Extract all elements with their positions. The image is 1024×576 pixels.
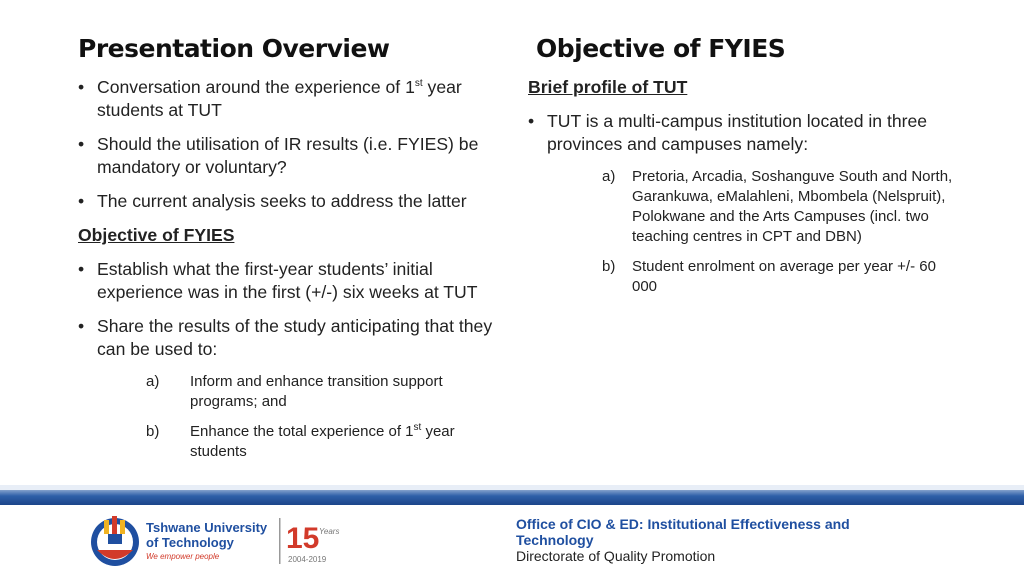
section-heading-objective: Objective of FYIES bbox=[78, 225, 235, 245]
bullet-item: • Conversation around the experience of 1st year students at TUT bbox=[76, 76, 506, 122]
bullet-item: • TUT is a multi-campus institution located in three provinces and campuses namely: bbox=[526, 110, 956, 156]
footer-office: Office of CIO & ED: Institutional Effectiveness and Technology bbox=[516, 516, 850, 548]
slide-title-right: Objective of FYIES bbox=[536, 34, 786, 63]
anniversary-word: Years bbox=[319, 527, 340, 536]
tut-tagline: We empower people bbox=[146, 552, 220, 561]
sub-item: b) Enhance the total experience of 1st year students bbox=[146, 422, 455, 460]
sub-item-label: b) bbox=[602, 258, 616, 275]
tut-name-line2: of Technology bbox=[146, 535, 234, 550]
bullet-item: • The current analysis seeks to address the latter bbox=[76, 190, 506, 213]
sub-item-label: b) bbox=[146, 423, 160, 440]
section-heading-profile: Brief profile of TUT bbox=[528, 77, 688, 97]
left-column bbox=[76, 76, 506, 472]
slide-title-left: Presentation Overview bbox=[78, 34, 390, 63]
footer-directorate: Directorate of Quality Promotion bbox=[516, 548, 716, 564]
anniversary-number: 15 bbox=[286, 522, 320, 555]
tut-logo bbox=[82, 510, 342, 570]
bullet-item: • Establish what the first-year students’ initial experience was in the first (+/-) six weeks at TUT bbox=[76, 258, 506, 304]
bullet-item: • Should the utilisation of IR results (i.e. FYIES) be mandatory or voluntary? bbox=[76, 133, 506, 179]
tut-name-line1: Tshwane University bbox=[146, 520, 268, 535]
footer-text bbox=[516, 516, 916, 564]
anniversary-years: 2004-2019 bbox=[288, 555, 327, 564]
footer-band bbox=[0, 485, 1024, 505]
tut-emblem-icon bbox=[91, 516, 139, 566]
bullet-item: • Share the results of the study anticipating that they can be used to: bbox=[76, 315, 506, 361]
sub-item: b) Student enrolment on average per year +/- 60 000 bbox=[602, 258, 936, 295]
sub-item: a) Inform and enhance transition support programs; and bbox=[146, 373, 443, 410]
right-column bbox=[526, 76, 956, 307]
sub-item-label: a) bbox=[146, 373, 160, 390]
sub-item-label: a) bbox=[602, 168, 616, 185]
sub-item: a) Pretoria, Arcadia, Soshanguve South and North, Garankuwa, eMalahleni, Mbombela (Nelspruit), Polokwane and the Arts Campuses (incl. two teaching centres in CPT and DBN) bbox=[602, 168, 953, 245]
